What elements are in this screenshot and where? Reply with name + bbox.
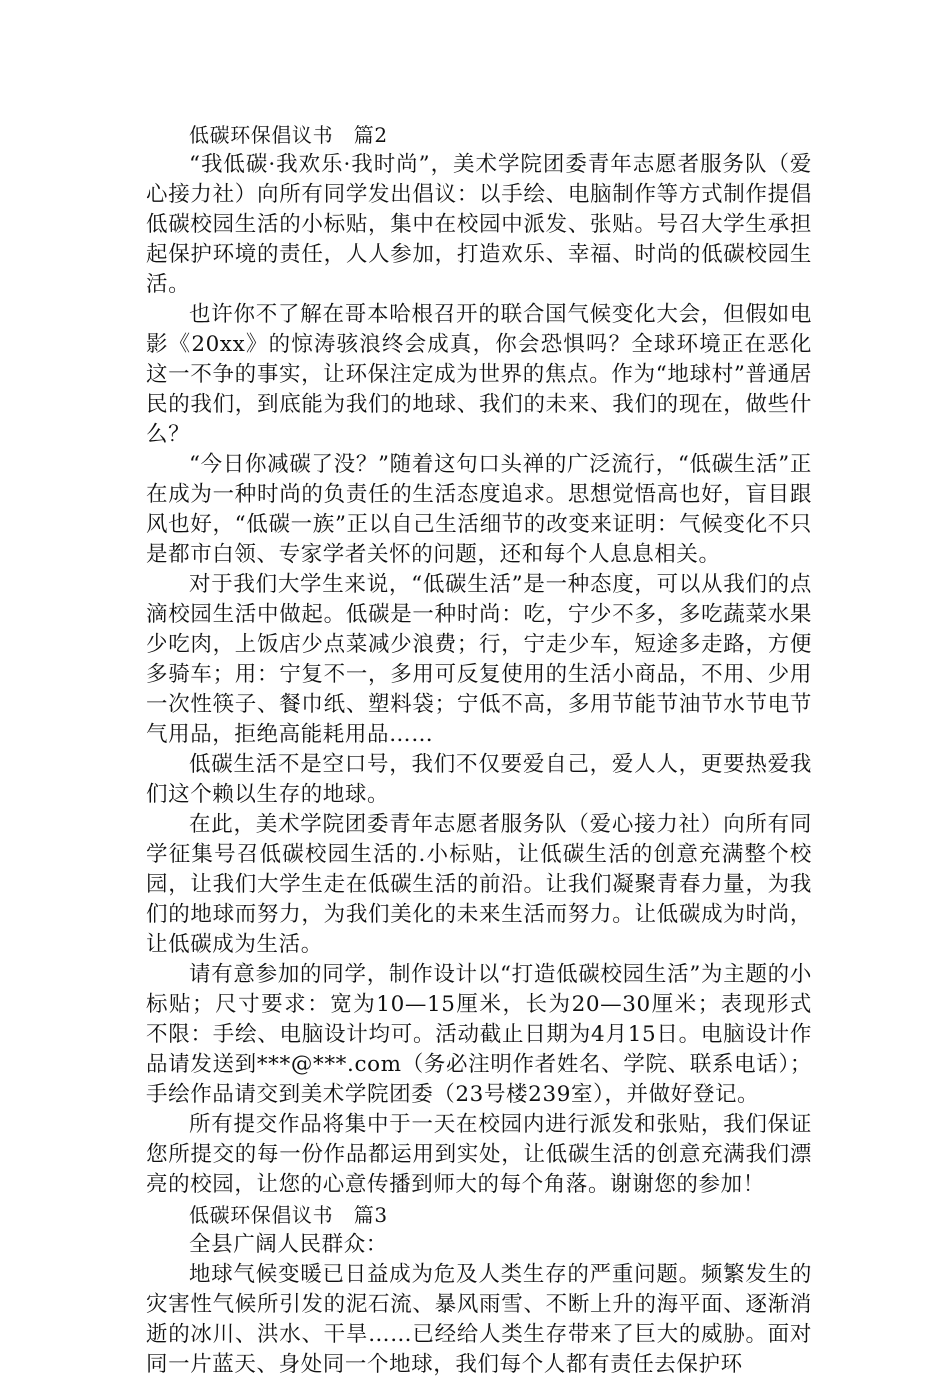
section-2-paragraph-5: 低碳生活不是空口号，我们不仅要爱自己，爱人人，更要热爱我们这个赖以生存的地球。 xyxy=(146,752,812,807)
section-3-salutation: 全县广阔人民群众： xyxy=(189,1232,388,1257)
section-3-title: 低碳环保倡议书 篇3 xyxy=(189,1203,388,1227)
section-2-paragraph-2: 也许你不了解在哥本哈根召开的联合国气候变化大会，但假如电影《20xx》的惊涛骇浪终会成真，你会恐惧吗？全球环境正在恶化这一不争的事实，让环保注定成为世界的焦点。作为“地球村”普通居民的我们，到底能为我们的地球、我们的未来、我们的现在，做些什么？ xyxy=(146,302,812,447)
document-body xyxy=(146,120,812,1380)
section-2-paragraph-7: 请有意参加的同学，制作设计以“打造低碳校园生活”为主题的小标贴；尺寸要求：宽为10—15厘米，长为20—30厘米；表现形式不限：手绘、电脑设计均可。活动截止日期为4月15日。电脑设计作品请发送到***@***.com（务必注明作者姓名、学院、联系电话）；手绘作品请交到美术学院团委（23号楼239室），并做好登记。 xyxy=(146,962,812,1107)
section-3-paragraph-1: 地球气候变暖已日益成为危及人类生存的严重问题。频繁发生的灾害性气候所引发的泥石流、暴风雨雪、不断上升的海平面、逐渐消逝的冰川、洪水、干旱……已经给人类生存带来了巨大的威胁。面对同一片蓝天、身处同一个地球，我们每个人都有责任去保护环 xyxy=(146,1262,812,1377)
section-2-paragraph-3: “今日你减碳了没？”随着这句口头禅的广泛流行，“低碳生活”正在成为一种时尚的负责任的生活态度追求。思想觉悟高也好，盲目跟风也好，“低碳一族”正以自己生活细节的改变来证明：气候变化不只是都市白领、专家学者关怀的问题，还和每个人息息相关。 xyxy=(146,452,812,567)
section-2-paragraph-1: “我低碳·我欢乐·我时尚”，美术学院团委青年志愿者服务队（爱心接力社）向所有同学发出倡议：以手绘、电脑制作等方式制作提倡低碳校园生活的小标贴，集中在校园中派发、张贴。号召大学生承担起保护环境的责任，人人参加，打造欢乐、幸福、时尚的低碳校园生活。 xyxy=(146,152,812,297)
section-2-paragraph-8: 所有提交作品将集中于一天在校园内进行派发和张贴，我们保证您所提交的每一份作品都运用到实处，让低碳生活的创意充满我们漂亮的校园，让您的心意传播到师大的每个角落。谢谢您的参加！ xyxy=(146,1112,812,1197)
section-2-paragraph-4: 对于我们大学生来说，“低碳生活”是一种态度，可以从我们的点滴校园生活中做起。低碳是一种时尚：吃，宁少不多，多吃蔬菜水果少吃肉，上饭店少点菜减少浪费；行，宁走少车，短途多走路，方便多骑车；用：宁复不一，多用可反复使用的生活小商品，不用、少用一次性筷子、餐巾纸、塑料袋；宁低不高，多用节能节油节水节电节气用品，拒绝高能耗用品…… xyxy=(146,572,812,747)
section-2-paragraph-6: 在此，美术学院团委青年志愿者服务队（爱心接力社）向所有同学征集号召低碳校园生活的.小标贴，让低碳生活的创意充满整个校园，让我们大学生走在低碳生活的前沿。让我们凝聚青春力量，为我们的地球而努力，为我们美化的未来生活而努力。让低碳成为时尚，让低碳成为生活。 xyxy=(146,812,812,957)
section-2-title: 低碳环保倡议书 篇2 xyxy=(189,123,388,147)
